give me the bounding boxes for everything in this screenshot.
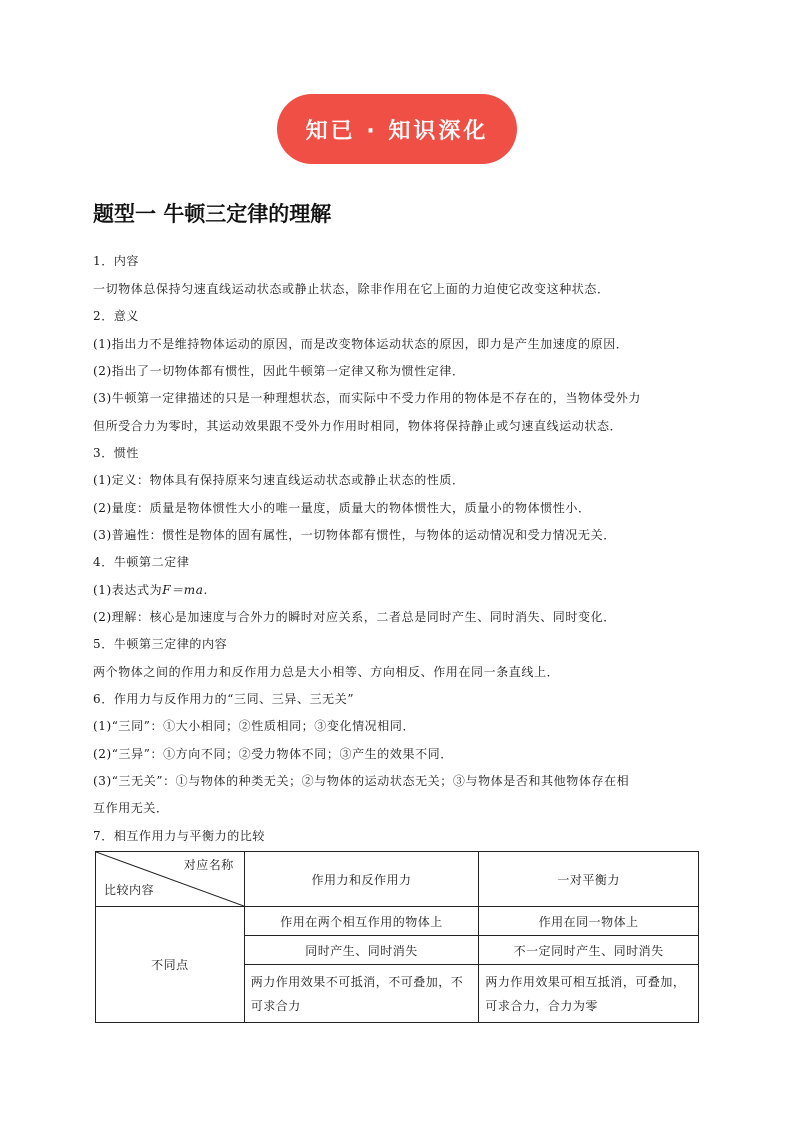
paragraph-line: (3)牛顿第一定律描述的只是一种理想状态，而实际中不受力作用的物体是不存在的，当物体受外力	[93, 391, 642, 405]
paragraph-line: (2)指出了一切物体都有惯性，因此牛顿第一定律又称为惯性定律．	[93, 364, 465, 378]
table-cell: 不一定同时产生、同时消失	[479, 936, 699, 965]
heading-meaning: 2．意义	[93, 309, 140, 323]
paragraph-line: (2)量度：质量是物体惯性大小的唯一量度，质量大的物体惯性大，质量小的物体惯性小．	[93, 501, 591, 515]
paragraph-line: (3)“三无关”：①与物体的种类无关；②与物体的运动状态无关；③与物体是否和其他物体存在相	[93, 774, 630, 788]
paragraph-line: (2)理解：核心是加速度与合外力的瞬时对应关系，二者总是同时产生、同时消失、同时变化．	[93, 610, 616, 624]
formula-prefix: (1)表达式为	[93, 583, 163, 597]
row-group-differences: 不同点	[96, 907, 245, 1023]
column-header-balanced-forces: 一对平衡力	[479, 852, 699, 907]
heading-content: 1．内容	[93, 254, 140, 268]
paragraph-line: 互作用无关．	[93, 801, 169, 815]
table-header-row	[96, 852, 699, 907]
paragraph-line	[93, 581, 208, 598]
table-cell: 作用在两个相互作用的物体上	[244, 907, 479, 936]
diagonal-header-cell	[96, 852, 245, 907]
table-cell: 两力作用效果不可抵消，不可叠加，不可求合力	[244, 965, 479, 1023]
column-header-action-reaction: 作用力和反作用力	[244, 852, 479, 907]
paragraph-line: (1)“三同”：①大小相同；②性质相同；③变化情况相同．	[93, 719, 416, 733]
header-corresponding-name: 对应名称	[183, 858, 234, 872]
section-banner: 知已 · 知识深化	[277, 94, 517, 164]
table-cell: 同时产生、同时消失	[244, 936, 479, 965]
paragraph-line: (1)定义：物体具有保持原来匀速直线运动状态或静止状态的性质．	[93, 473, 465, 487]
table-cell: 作用在同一物体上	[479, 907, 699, 936]
paragraph-line: (2)“三异”：①方向不同；②受力物体不同；③产生的效果不同．	[93, 747, 453, 761]
header-comparison-content: 比较内容	[104, 883, 155, 897]
table-row	[96, 907, 699, 936]
paragraph-line: 一切物体总保持匀速直线运动状态或静止状态，除非作用在它上面的力迫使它改变这种状态．	[93, 282, 610, 296]
table-cell: 两力作用效果可相互抵消，可叠加，可求合力，合力为零	[479, 965, 699, 1023]
heading-action-reaction: 6．作用力与反作用力的“三同、三异、三无关”	[93, 692, 355, 706]
comparison-table	[95, 851, 699, 1023]
section-title: 题型一 牛顿三定律的理解	[93, 202, 332, 226]
paragraph-line: 但所受合力为零时，其运动效果跟不受外力作用时相同，物体将保持静止或匀速直线运动状态．	[93, 419, 623, 433]
heading-comparison: 7．相互作用力与平衡力的比较	[93, 829, 266, 843]
heading-second-law: 4．牛顿第二定律	[93, 555, 190, 569]
heading-inertia: 3．惯性	[93, 446, 140, 460]
paragraph-line: (1)指出力不是维持物体运动的原因，而是改变物体运动状态的原因，即力是产生加速度的原因．	[93, 337, 629, 351]
paragraph-line: 两个物体之间的作用力和反作用力总是大小相等、方向相反、作用在同一条直线上．	[93, 665, 560, 679]
heading-third-law: 5．牛顿第三定律的内容	[93, 637, 228, 651]
paragraph-line: (3)普遍性：惯性是物体的固有属性，一切物体都有惯性，与物体的运动情况和受力情况无关．	[93, 528, 616, 542]
formula: F＝ma.	[162, 583, 208, 597]
